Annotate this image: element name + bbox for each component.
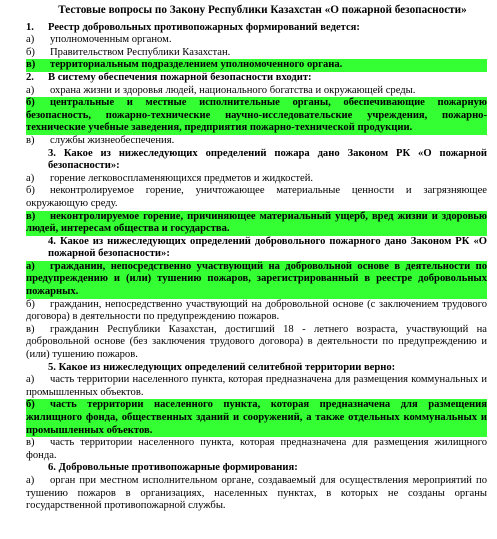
option-4c: в) гражданин Республики Казахстан, достигший 18 - летнего возраста, участвующий на добровольной основе (без заключения трудового договора) в деятельности по предупреждению и (или) тушению пожаров.	[26, 323, 487, 361]
option-6a: а) орган при местном исполнительном органе, создаваемый для осуществления мероприятий по тушению пожаров в организациях, населенных пунктах, в которых не созданы органы государственной противопожарной службы.	[26, 474, 487, 512]
option-4b: б) гражданин, непосредственно участвующий на добровольной основе (с заключением трудового договора) в деятельности по предупреждению пожаров.	[26, 298, 487, 323]
option-1a: а) уполномоченным органом.	[26, 34, 172, 46]
option-3a: а) горение легковоспламеняющихся предметов и жидкостей.	[26, 172, 314, 184]
question-6: 6. Добровольные противопожарные формирования:	[48, 462, 298, 474]
option-2b-correct: б) центральные и местные исполнительные органы, обеспечивающие пожарную безопасность, пожарно-технические научно-исследовательские учреждения, пожарно-технические учебные заведения, предприятия пожарно-технической продукции.	[26, 97, 487, 134]
option-4a-correct: а) гражданин, непосредственно участвующий на добровольной основе в деятельности по предупреждению и (или) тушению пожаров, зарегистрированный в реестре добровольных пожарных.	[26, 260, 487, 298]
question-3: 3. Какое из нижеследующих определений пожара дано Законом РК «О пожарной безопасности»:	[48, 147, 487, 172]
option-1c-correct: в) территориальным подразделением уполномоченного органа.	[26, 59, 487, 72]
question-5: 5. Какое из нижеследующих определений селитебной территории верно:	[48, 361, 396, 373]
document-title: Тестовые вопросы по Закону Республики Казахстан «О пожарной безопасности»	[58, 4, 467, 16]
option-2c: в) службы жизнеобеспечения.	[26, 134, 175, 146]
question-4: 4. Какое из нижеследующих определений добровольного пожарного дано Законом РК «О пожарной безопасности»:	[48, 235, 487, 260]
option-5b-correct: б) часть территории населенного пункта, которая предназначена для размещения жилищного фонда, общественных зданий и сооружений, а также отдельных коммунальных и промышленных объектов.	[26, 399, 487, 436]
option-1b: б) Правительством Республики Казахстан.	[26, 46, 231, 58]
question-1	[26, 22, 487, 35]
question-2: 2. В систему обеспечения пожарной безопасности входит:	[26, 71, 312, 83]
option-5c: в) часть территории населенного пункта, которая предназначена для размещения жилищного фонда.	[26, 437, 487, 461]
question-text: Реестр добровольных противопожарных формирований ведется:	[48, 21, 360, 33]
option-3c-correct: в) неконтролируемое горение, причиняющее материальный ущерб, вред жизни и здоровью людей, интересам общества и государства.	[26, 210, 487, 235]
option-3b: б) неконтролируемое горение, уничтожающее материальные ценности и загрязняющее окружающую среду.	[26, 185, 487, 209]
question-number: 1.	[26, 21, 34, 33]
option-5a: а) часть территории населенного пункта, которая предназначена для размещения коммунальных и промышленных объектов.	[26, 374, 487, 398]
option-2a: а) охрана жизни и здоровья людей, национального богатства и окружающей среды.	[26, 84, 416, 96]
